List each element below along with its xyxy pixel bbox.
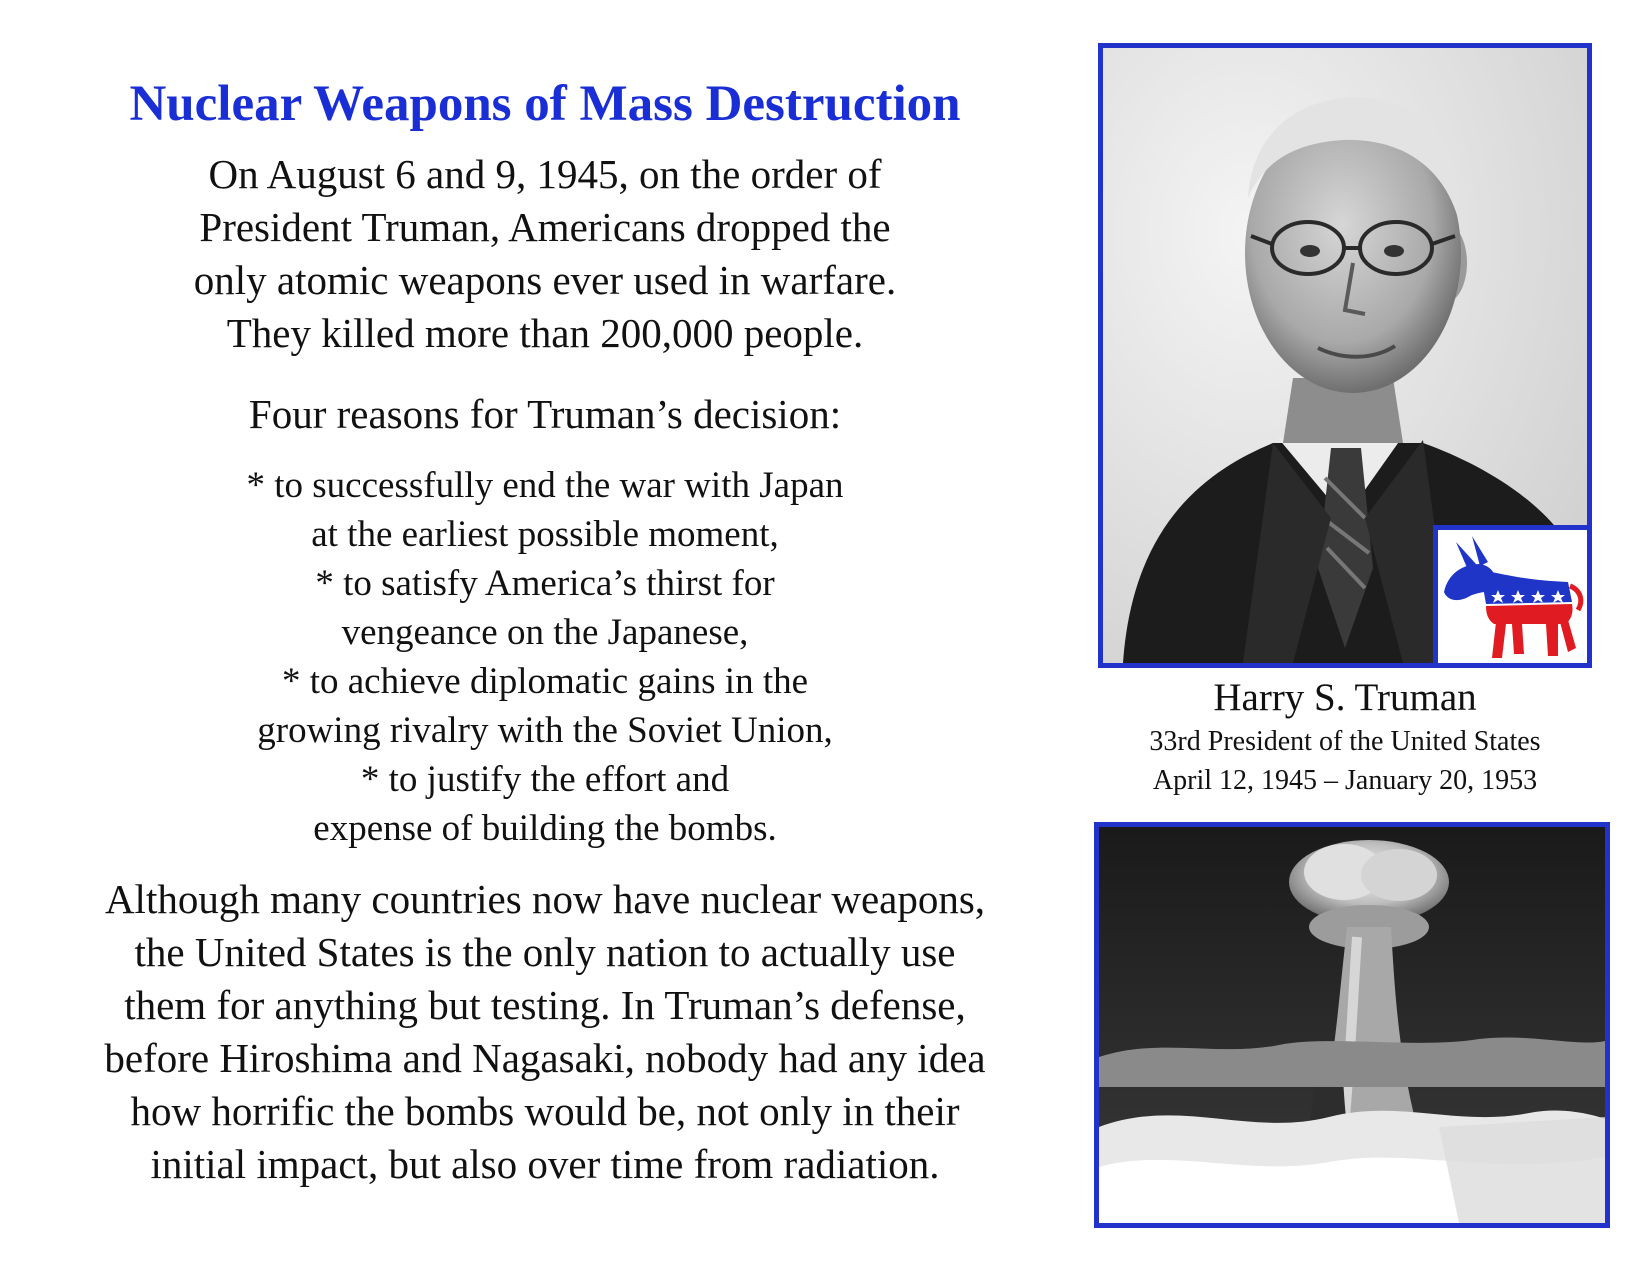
reason-line: vengeance on the Japanese, [341, 612, 749, 653]
democratic-donkey-icon [1433, 525, 1587, 663]
mushroom-cloud-photo [1094, 822, 1610, 1228]
closing-line: Although many countries now have nuclear weapons, [104, 876, 986, 922]
caption-office: 33rd President of the United States [1149, 726, 1541, 757]
closing-line: initial impact, but also over time from radiation. [150, 1141, 940, 1187]
page-title: Nuclear Weapons of Mass Destruction [129, 76, 961, 132]
intro-line: On August 6 and 9, 1945, on the order of [208, 151, 882, 197]
reasons-heading: Four reasons for Truman’s decision: [248, 391, 842, 437]
intro-line: only atomic weapons ever used in warfare. [193, 257, 897, 303]
closing-paragraph [40, 873, 1050, 1191]
caption-term: April 12, 1945 – January 20, 1953 [1152, 765, 1538, 796]
portrait-caption [1098, 674, 1592, 800]
reason-line: * to achieve diplomatic gains in the [281, 661, 809, 702]
reason-line: growing rivalry with the Soviet Union, [257, 710, 833, 751]
closing-line: the United States is the only nation to actually use [134, 929, 956, 975]
mushroom-cloud-icon [1099, 827, 1605, 1223]
intro-line: President Truman, Americans dropped the [199, 204, 891, 250]
reasons-list [40, 461, 1050, 853]
closing-line: them for anything but testing. In Truman’s defense, [124, 982, 966, 1028]
closing-line: how horrific the bombs would be, not only in their [130, 1088, 960, 1134]
closing-line: before Hiroshima and Nagasaki, nobody had any idea [104, 1035, 986, 1081]
reason-line: at the earliest possible moment, [311, 514, 779, 555]
reason-line: * to satisfy America’s thirst for [315, 563, 775, 604]
reason-line: expense of building the bombs. [313, 808, 777, 849]
reason-line: * to successfully end the war with Japan [246, 465, 844, 506]
intro-paragraph [40, 148, 1050, 360]
intro-line: They killed more than 200,000 people. [226, 310, 864, 356]
reason-line: * to justify the effort and [360, 759, 730, 800]
donkey-icon [1438, 530, 1587, 663]
caption-name: Harry S. Truman [1213, 676, 1477, 719]
main-text-column [40, 72, 1050, 1191]
portrait-photo [1098, 43, 1592, 668]
